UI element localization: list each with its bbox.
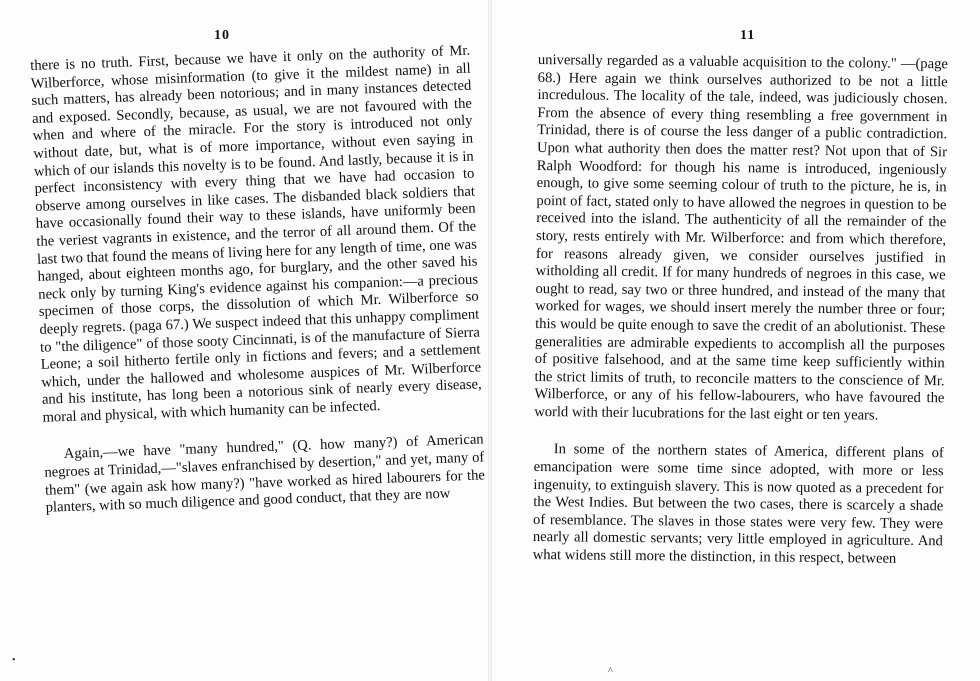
margin-mark: ^	[608, 666, 613, 677]
margin-mark: •	[12, 655, 16, 666]
page-body	[30, 43, 486, 538]
paragraph: Again,—we have "many hundred," (Q. how many?) of American negroes at Trinidad,—"slaves enfranchised by desertion," and yet, many of them" (we again ask how many?) "have worked as hired labourers for the planters, with so much diligence and good conduct, that they are now	[44, 431, 486, 516]
page-body	[532, 52, 948, 589]
page-number: 10	[214, 28, 230, 43]
right-page	[490, 0, 980, 681]
paragraph: universally regarded as a valuable acquisition to the colony." —(page 68.) Here again we think ourselves authorized to be not a little incredulous. The locality of the tale, indeed, was judiciously chosen. From the absence of every thing resembling a free government in Trinidad, there is of course the less danger of a public contradiction. Upon what authority then does the matter rest? Not upon that of Sir Ralph Woodford: for though his name is introduced, ingeniously enough, to give some seeming colour of truth to the picture, he is, in point of fact, stated only to have allowed the negroes in question to be received into the island. The authenticity of all the remainder of the story, rests entirely with Mr. Wilberforce: and from which therefore, for reasons already given, we consider ourselves justified in witholding all credit. If for many hundreds of negroes in this case, we ought to read, say two or three hundred, and instead of the many that worked for wages, we should insert merely the number three or four; this would be quite enough to save the credit of an abolutionist. These generalities are admirable expedients to accomplish all the purposes of positive falsehood, and at the same time keep sufficiently within the strict limits of truth, to reconcile matters to the conscience of Mr. Wilberforce, or any of his fellow-labourers, who have favoured the world with their lucubrations for the last eight or ten years.	[534, 52, 948, 424]
paragraph: In some of the northern states of America, different plans of emancipation were some time since adopted, with more or less ingenuity, to extinguish slavery. This is now quoted as a precedent for the West Indies. But between the two cases, there is scarcely a shade of resemblance. The slaves in those states were very few. They were nearly all domestic servants; very little employed in agriculture. And what widens still more the distinction, in this respect, between	[532, 441, 944, 567]
paragraph: there is no truth. First, because we have it only on the authority of Mr. Wilberforce, whose misinformation (to give it the mildest name) in all such matters, has already been notorious; and in many instances detected and exposed. Secondly, because, as usual, we are not favoured with the when and where of the miracle. For the story is introduced not only without date, but, what is of more importance, without even saying in which of our islands this novelty is to be found. And lastly, because it is in perfect inconsistency with every thing that we have had occasion to observe among ourselves in like cases. The disbanded black soldiers that have occasionally found their way to these islands, have uniformly been the veriest vagrants in existence, and the terror of all around them. Of the last two that found the means of living here for any length of time, one was hanged, about eighteen months ago, for burglary, and the other saved his neck only by turning King's evidence against his companion:—a precious specimen of those corps, the dissolution of which Mr. Wilberforce so deeply regrets. (paga 67.) We suspect indeed that this unhappy compliment to "the diligence" of those sooty Cincinnati, is of the manufacture of Sierra Leone; a soil hitherto fertile only in fictions and fevers; and a settlement which, under the hallowed and wholesome auspices of Mr. Wilberforce and his institute, has long been a notorious sink of nearly every disease, moral and physical, with which humanity can be infected.	[30, 42, 482, 426]
page-number: 11	[740, 28, 756, 43]
